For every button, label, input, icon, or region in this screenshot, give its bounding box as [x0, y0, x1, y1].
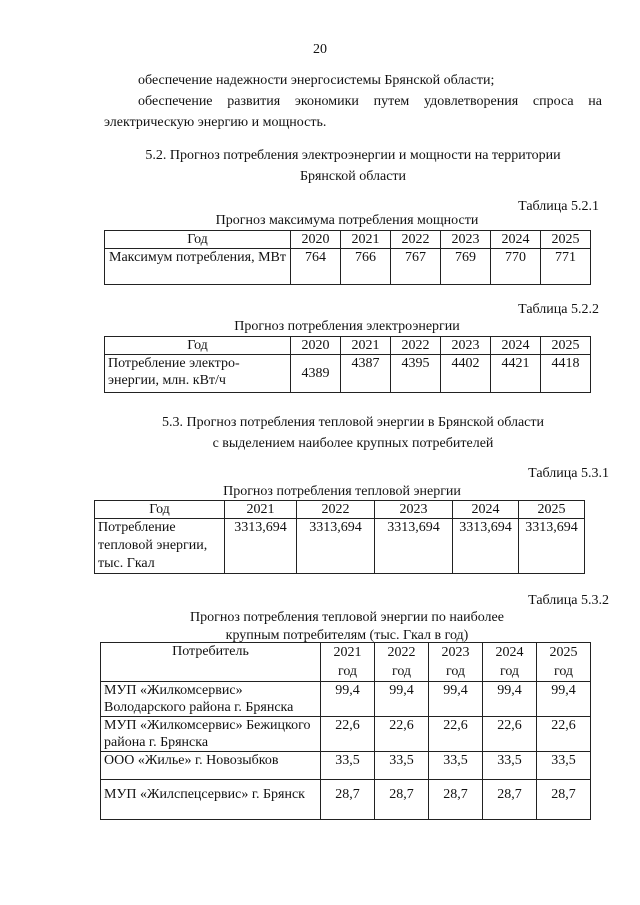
table-header-cell: Год — [95, 501, 225, 519]
table-cell: 4402 — [441, 355, 491, 393]
table-5-2-2-caption: Прогноз потребления электроэнергии — [234, 319, 460, 334]
table-cell: 28,7 — [321, 780, 375, 820]
table-cell: 22,6 — [321, 717, 375, 752]
table-header-cell: 2020 — [291, 337, 341, 355]
table-5-2-1-label: Таблица 5.2.1 — [518, 199, 599, 214]
table-cell: 4421 — [491, 355, 541, 393]
row-label: Потребление электро-энергии, млн. кВт/ч — [105, 355, 291, 393]
table-5-2-1-caption: Прогноз максимума потребления мощности — [215, 213, 479, 228]
table-cell: 3313,694 — [225, 519, 297, 574]
table-cell: 33,5 — [375, 752, 429, 780]
consumer-name: МУП «Жилкомсервис» Бежицкого района г. Брянска — [101, 717, 321, 752]
intro-line-2: обеспечение развития экономики путем удовлетворения спроса на электрическую энергию и мощность. — [104, 94, 602, 130]
section-5-2-title — [100, 145, 606, 187]
table-cell: 28,7 — [537, 780, 591, 820]
table-header-cell: 2024 — [491, 231, 541, 249]
table-header-cell: 2023 — [441, 337, 491, 355]
table-5-3-1 — [94, 500, 585, 574]
table-cell: 4418 — [541, 355, 591, 393]
consumer-name: МУП «Жилспецсервис» г. Брянск — [101, 780, 321, 820]
table-cell: 3313,694 — [519, 519, 585, 574]
table-cell: 33,5 — [537, 752, 591, 780]
table-header-cell: Год — [105, 231, 291, 249]
table-header-cell: 2024 год — [483, 643, 537, 682]
table-cell: 99,4 — [375, 682, 429, 717]
table-header-cell: 2022 — [297, 501, 375, 519]
table-cell: 28,7 — [375, 780, 429, 820]
section-5-2-title-line-1: 5.2. Прогноз потребления электроэнергии и мощности на территории — [145, 148, 561, 163]
table-header-cell: 2024 — [453, 501, 519, 519]
table-header-cell: 2022 — [391, 231, 441, 249]
table-cell: 22,6 — [429, 717, 483, 752]
table-cell: 22,6 — [483, 717, 537, 752]
table-header-cell: 2025 — [541, 337, 591, 355]
table-header-cell: 2023 — [375, 501, 453, 519]
table-header-cell: 2020 — [291, 231, 341, 249]
table-cell: 4389 — [291, 355, 341, 393]
table-cell: 3313,694 — [297, 519, 375, 574]
consumer-name: МУП «Жилкомсервис» Володарского района г. Брянска — [101, 682, 321, 717]
table-header-cell: 2024 — [491, 337, 541, 355]
table-cell: 28,7 — [429, 780, 483, 820]
table-cell: 99,4 — [429, 682, 483, 717]
table-cell: 99,4 — [321, 682, 375, 717]
table-header-cell: 2021 — [225, 501, 297, 519]
table-header-cell: 2023 год — [429, 643, 483, 682]
table-5-3-1-caption: Прогноз потребления тепловой энергии — [223, 484, 461, 499]
table-header-cell: 2021 — [341, 231, 391, 249]
table-cell: 99,4 — [537, 682, 591, 717]
table-cell: 3313,694 — [453, 519, 519, 574]
table-header-cell: 2022 — [391, 337, 441, 355]
table-cell: 4395 — [391, 355, 441, 393]
table-5-3-2 — [100, 642, 591, 820]
page-number: 20 — [313, 42, 327, 57]
table-cell: 4387 — [341, 355, 391, 393]
table-header-cell: 2025 — [541, 231, 591, 249]
table-cell: 33,5 — [483, 752, 537, 780]
row-label: Потребление тепловой энергии, тыс. Гкал — [95, 519, 225, 574]
table-cell: 28,7 — [483, 780, 537, 820]
table-5-2-1 — [104, 230, 591, 285]
table-header-cell: Потребитель — [101, 643, 321, 682]
table-cell: 22,6 — [375, 717, 429, 752]
table-5-3-1-label: Таблица 5.3.1 — [528, 466, 609, 481]
table-cell: 771 — [541, 249, 591, 285]
table-header-cell: 2025 — [519, 501, 585, 519]
table-cell: 99,4 — [483, 682, 537, 717]
table-5-2-2-label: Таблица 5.2.2 — [518, 302, 599, 317]
row-label: Максимум потребления, МВт — [105, 249, 291, 285]
intro-line-1: обеспечение надежности энергосистемы Брянской области; — [138, 73, 495, 88]
table-cell: 769 — [441, 249, 491, 285]
section-5-2-title-line-2: Брянской области — [299, 169, 407, 184]
table-header-cell: 2022 год — [375, 643, 429, 682]
table-5-3-2-caption — [104, 609, 590, 645]
table-cell: 3313,694 — [375, 519, 453, 574]
section-5-3-title-line-2: с выделением наиболее крупных потребителей — [212, 436, 494, 451]
table-cell: 764 — [291, 249, 341, 285]
table-header-cell: 2021 — [341, 337, 391, 355]
section-5-3-title — [100, 412, 606, 454]
table-header-cell: 2023 — [441, 231, 491, 249]
table-cell: 33,5 — [321, 752, 375, 780]
table-5-3-2-label: Таблица 5.3.2 — [528, 593, 609, 608]
table-5-3-2-caption-line-2: крупным потребителям (тыс. Гкал в год) — [225, 628, 469, 643]
table-header-cell: 2025 год — [537, 643, 591, 682]
table-header-cell: 2021 год — [321, 643, 375, 682]
table-header-cell: Год — [105, 337, 291, 355]
table-cell: 33,5 — [429, 752, 483, 780]
table-cell: 767 — [391, 249, 441, 285]
consumer-name: ООО «Жилье» г. Новозыбков — [101, 752, 321, 780]
table-5-3-2-caption-line-1: Прогноз потребления тепловой энергии по наиболее — [190, 610, 504, 625]
table-cell: 766 — [341, 249, 391, 285]
table-5-2-2 — [104, 336, 591, 393]
table-cell: 770 — [491, 249, 541, 285]
table-cell: 22,6 — [537, 717, 591, 752]
section-5-3-title-line-1: 5.3. Прогноз потребления тепловой энергии в Брянской области — [161, 415, 545, 430]
